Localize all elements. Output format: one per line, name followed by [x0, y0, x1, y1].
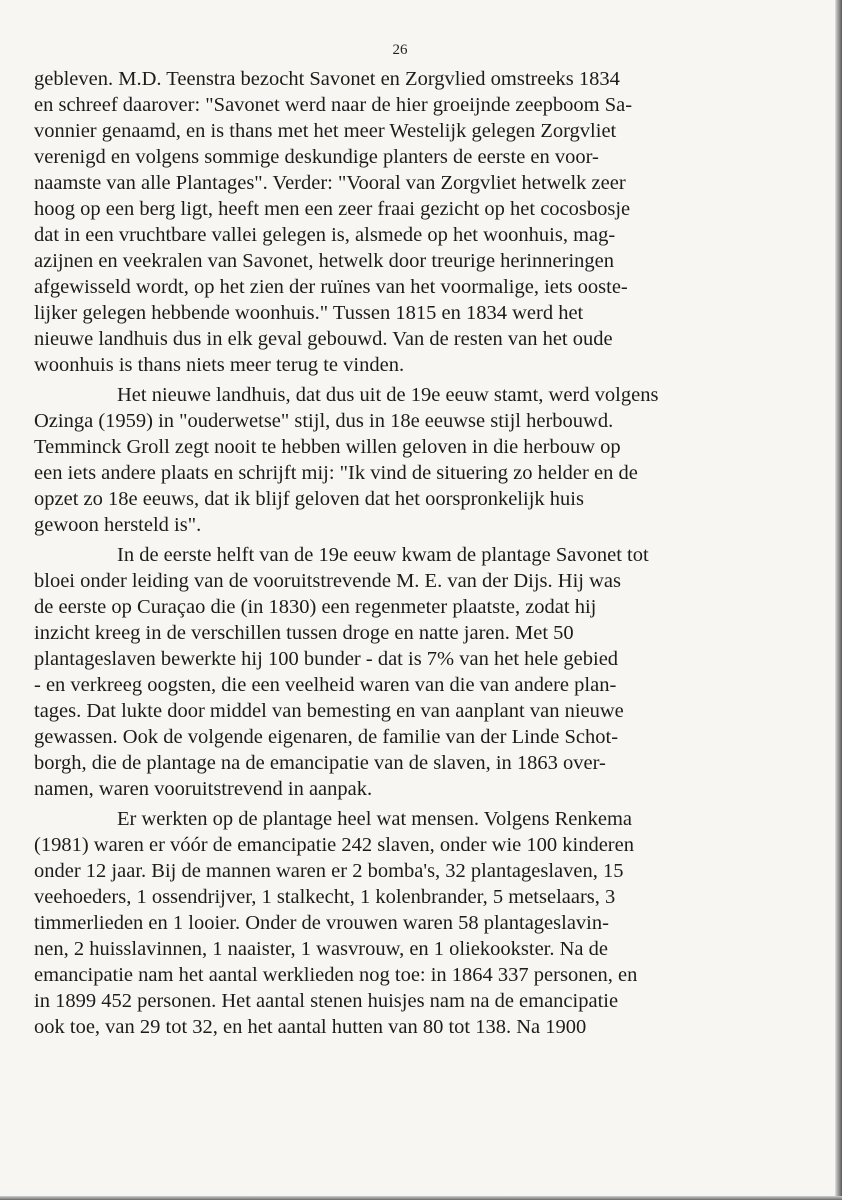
text-line: in 1899 452 personen. Het aantal stenen huisjes nam na de emancipatie — [34, 990, 619, 1012]
text-line: gewoon hersteld is". — [34, 514, 202, 536]
text-line: woonhuis is thans niets meer terug te vinden. — [34, 354, 405, 376]
text-line: inzicht kreeg in de verschillen tussen droge en natte jaren. Met 50 — [34, 622, 574, 644]
page-number: 26 — [392, 42, 408, 58]
text-line: borgh, die de plantage na de emancipatie van de slaven, in 1863 over- — [34, 752, 606, 774]
text-line: de eerste op Curaçao die (in 1830) een regenmeter plaatste, zodat hij — [34, 596, 597, 618]
text-line: nieuwe landhuis dus in elk geval gebouwd. Van de resten van het oude — [34, 328, 613, 350]
text-line: afgewisseld wordt, op het zien der ruïnes van het voormalige, iets ooste- — [34, 276, 628, 298]
text-line: vonnier genaamd, en is thans met het meer Westelijk gelegen Zorgvliet — [34, 120, 617, 142]
text-line: hoog op een berg ligt, heeft men een zeer fraai gezicht op het cocosbosje — [34, 198, 631, 220]
text-line: gewassen. Ook de volgende eigenaren, de familie van der Linde Schot- — [34, 726, 619, 748]
page-edge-shadow — [836, 0, 842, 1200]
text-line: plantageslaven bewerkte hij 100 bunder - dat is 7% van het hele gebied — [34, 648, 619, 670]
text-line: timmerlieden en 1 looier. Onder de vrouwen waren 58 plantageslavin- — [34, 912, 609, 934]
text-line: een iets andere plaats en schrijft mij: "Ik vind de situering zo helder en de — [34, 462, 638, 484]
text-line: tages. Dat lukte door middel van bemesting en van aanplant van nieuwe — [34, 700, 624, 722]
text-line: nen, 2 huisslavinnen, 1 naaister, 1 wasvrouw, en 1 oliekookster. Na de — [34, 938, 608, 960]
text-line: namen, waren vooruitstrevend in aanpak. — [34, 778, 373, 800]
page-bottom-edge — [0, 1196, 842, 1200]
text-line: azijnen en veekralen van Savonet, hetwelk door treurige herinneringen — [34, 250, 615, 272]
text-line: - en verkreeg oogsten, die een veelheid waren van die van andere plan- — [34, 674, 617, 696]
text-line: verenigd en volgens sommige deskundige planters de eerste en voor- — [34, 146, 599, 168]
text-line: dat in een vruchtbare vallei gelegen is, alsmede op het woonhuis, mag- — [34, 224, 616, 246]
text-line: opzet zo 18e eeuws, dat ik blijf geloven dat het oorspronkelijk huis — [34, 488, 584, 510]
text-line: Ozinga (1959) in "ouderwetse" stijl, dus in 18e eeuwse stijl herbouwd. — [34, 410, 614, 432]
text-line: gebleven. M.D. Teenstra bezocht Savonet en Zorgvlied omstreeks 1834 — [34, 68, 620, 90]
text-line: Temminck Groll zegt nooit te hebben willen geloven in die herbouw op — [34, 436, 621, 458]
text-line: (1981) waren er vóór de emancipatie 242 slaven, onder wie 100 kinderen — [34, 834, 634, 856]
paragraph-first-line: Het nieuwe landhuis, dat dus uit de 19e eeuw stamt, werd volgens — [117, 384, 659, 406]
text-line: veehoeders, 1 ossendrijver, 1 stalkecht, 1 kolenbrander, 5 metselaars, 3 — [34, 886, 616, 908]
paragraph-first-line: Er werkten op de plantage heel wat mensen. Volgens Renkema — [117, 808, 633, 830]
text-line: emancipatie nam het aantal werklieden nog toe: in 1864 337 personen, en — [34, 964, 638, 986]
text-line: ook toe, van 29 tot 32, en het aantal hutten van 80 tot 138. Na 1900 — [34, 1016, 587, 1038]
text-line: en schreef daarover: "Savonet werd naar de hier groeijnde zeepboom Sa- — [34, 94, 633, 116]
text-line: lijker gelegen hebbende woonhuis." Tussen 1815 en 1834 werd het — [34, 302, 584, 324]
text-line: onder 12 jaar. Bij de mannen waren er 2 bomba's, 32 plantageslaven, 15 — [34, 860, 624, 882]
paragraph-first-line: In de eerste helft van de 19e eeuw kwam de plantage Savonet tot — [117, 544, 649, 566]
text-line: naamste van alle Plantages". Verder: "Vooral van Zorgvliet hetwelk zeer — [34, 172, 626, 194]
text-line: bloei onder leiding van de vooruitstrevende M. E. van der Dijs. Hij was — [34, 570, 621, 592]
